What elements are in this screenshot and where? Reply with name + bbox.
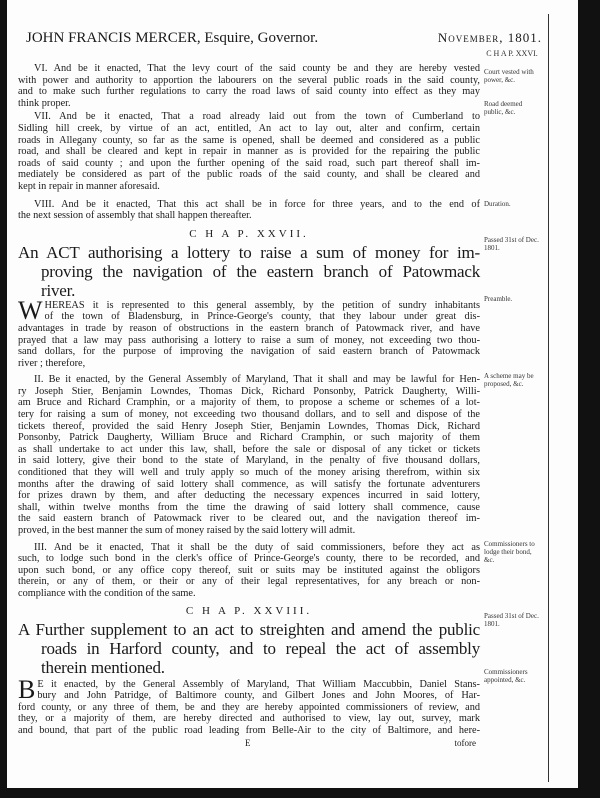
header-date: November, 1801. [437,30,542,45]
text-line: of the town of Bladensburg, in Prince-George's county, that they labour under great dis- [44,311,480,323]
text-line: kept in repair in manner aforesaid. [18,180,160,192]
margin-note-passed-27: Passed 31st of Dec. 1801. [484,236,539,252]
section-7 [18,111,480,192]
text-line: advantages in trade by reason of obstructions in the eastern branch of Patowmack river, and have [18,322,480,334]
margin-note-chap26: C H A P. XXVI. [486,49,538,58]
header-title: JOHN FRANCIS MERCER, Esquire, Governor. [26,30,319,46]
text-line: VI. And be it enacted, That the levy court of the said county be and they are hereby vested [34,63,480,74]
title-line: river. [41,280,76,300]
text-line: and to make such further regulations to carry the road laws of said county into effect as they may [18,86,480,98]
text-line: III. And be it enacted, That it shall be the duty of said commissioners, before they act as [34,541,480,553]
text-line: bury and John Patridge, of Baltimore county, and Gilbert Jones and John Moores, of Har- [37,690,480,702]
text-line: such, to lodge such bond in the clerk's office of Prince-George's county, there to be recorded, and [18,553,480,565]
title-line: An ACT authorising a lottery to raise a sum of money for im- [18,242,480,262]
signature-mark: E [245,737,251,748]
text-line: ry Joseph Stier, Benjamin Lowndes, Thomas Dick, Richard Ponsonby, Patrick Daugherty, Willi- [18,385,480,397]
chapter-28-body [18,674,480,737]
text-line: compliance with the condition of the same. [18,587,196,599]
margin-note-appointed: Commissioners appointed, &c. [484,668,528,684]
text-line: proved, in the best manner the sum of money raised by the said lottery will admit. [18,525,356,536]
text-line: prayed that a law may pass authorising a lottery to raise a sum of money, not exceeding two thou- [18,334,480,346]
text-line: mediately be considered as part of the public roads of the said county, and shall be cleared and [18,169,480,181]
text-line: roads in Allegany county, so far as the same is opened, shall be deemed and considered as a public [18,134,480,146]
text-line: the next session of assembly that shall happen thereafter. [18,210,252,222]
text-line: shall, within twelve months from the time the drawing of said lottery shall commence, cause [18,501,480,513]
section-8 [18,199,480,222]
title-line: proving the navigation of the eastern branch of Patowmack [41,261,480,281]
text-line: therein, or any of them, or their or any of their legal representatives, for any breach or non- [18,576,480,588]
text-line: tery for raising a sum of money, not exceeding two thousand dollars, and to sell and dispose of the [18,409,480,421]
text-line: sand dollars, for the purpose of improving the navigation of said eastern branch of Patowmack [18,346,480,358]
drop-cap: W [18,295,43,325]
text-line: the said eastern branch of Patowmack river to be cleared out, and the navigation thereof im- [18,513,480,525]
text-line: conditioned that they will well and truly apply so much of the money arising therefrom, within six [18,467,480,479]
margin-note-passed-28: Passed 31st of Dec. 1801. [484,612,539,628]
text-line: they, or a majority of them, are hereby directed and authorised to view, lay out, survey, mark [18,713,480,725]
margin-note-duration: Duration. [484,200,511,208]
margin-note-commissioners: Commissioners to lodge their bond, &c. [484,540,535,564]
chapter-27-title [18,243,480,300]
text-column [18,63,480,749]
text-line: and bound, that part of the public road leading from Belle-Air to the city of Baltimore, and here- [18,724,480,736]
text-line: road, and shall be cleared and kept in repair in manner as is provided for the repairing the public [18,146,480,158]
text-line: river ; therefore, [18,357,86,369]
text-line: ford county, or any three of them, be and they are hereby appointed commissioners of review, and [18,701,480,713]
chapter-28-heading: C H A P. XXVIII. [185,604,313,617]
margin-note-preamble: Preamble. [484,295,513,303]
text-line: as shall undertake to act under this law, shall, before the sale or disposal of any ticket or tickets [18,443,480,455]
margin-note-scheme: A scheme may be proposed, &c. [484,372,534,388]
title-line: roads in Harford county, and to repeal the act of assembly [41,638,480,658]
page-edge-rule [548,14,549,782]
page-footer [18,737,480,749]
text-line: think proper. [18,97,71,109]
title-line: A Further supplement to an act to streighten and amend the public [18,619,480,639]
text-line: E it enacted, by the General Assembly of Maryland, That William Maccubbin, Daniel Stans- [37,678,480,690]
text-line: tickets thereof, provided the said Henry Joseph Stier, Benjamin Lowndes, Thomas Dick, Richard [18,420,480,432]
chapter-27-section-3 [18,542,480,600]
text-line: II. Be it enacted, by the General Assembly of Maryland, That it shall and may be lawful for Hen- [34,374,480,386]
text-line: in said lottery, give their bond to the state of Maryland, in the penalty of five thousand dollars, [18,455,480,467]
title-line: therein mentioned. [41,657,165,677]
text-line: Sidling hill creek, by virtue of an act, entitled, An act to lay out, alter and confirm, certain [18,122,480,134]
margin-note-court: Court vested with power, &c. [484,68,534,84]
drop-cap: B [18,674,36,704]
catchword: tofore [454,737,476,748]
text-line: upon such bond, or any office copy thereof, suit or suits may be instituted against the obligors [18,564,480,576]
section-6 [18,63,480,109]
margin-note-road: Road deemed public, &c. [484,100,523,116]
text-line: for prizes drawn by them, and after deducting the necessary expences incurred in said lottery, [18,490,480,502]
text-line: HEREAS it is represented to this general assembly, by the petition of sundry inhabitants [44,299,480,311]
running-header [26,30,542,47]
chapter-27-section-2 [18,374,480,536]
text-line: Ponsonby, Patrick Daugherty, William Bruce and Richard Cramphin, or such majority of them [18,432,480,444]
text-line: am Bruce and Richard Cramphin, or a majority of them, to propose a scheme or schemes of a lot- [18,397,480,409]
chapter-27-preamble [18,295,480,370]
chapter-28-title [18,620,480,677]
text-line: VII. And be it enacted, That a road already laid out from the town of Cumberland to [34,111,480,123]
text-line: with power and authority to apportion the labourers on the several public roads in the said county, [18,74,480,86]
chapter-27-heading: C H A P. XXVII. [189,227,309,240]
text-line: VIII. And be it enacted, That this act shall be in force for three years, and to the end of [34,198,480,210]
text-line: months after the drawing of said lottery shall commence, as will satisfy the fortunate adventurers [18,478,480,490]
text-line: roads of said county ; and upon the further opening of the said road, such part thereof shall im- [18,157,480,169]
